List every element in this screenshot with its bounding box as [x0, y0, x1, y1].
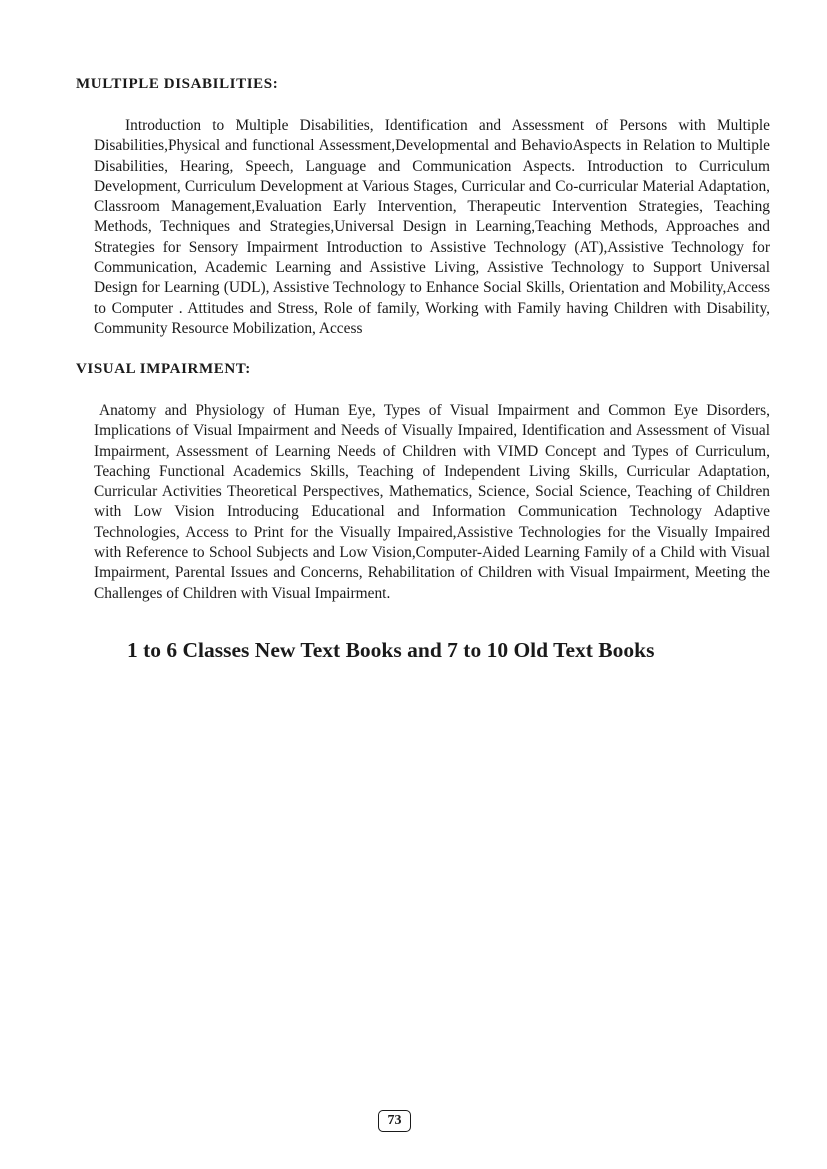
section-heading-multiple-disabilities: MULTIPLE DISABILITIES:	[76, 76, 279, 92]
page-number: 73	[378, 1110, 411, 1132]
books-title: 1 to 6 Classes New Text Books and 7 to 10 Old Text Books	[127, 638, 655, 662]
section-body-visual-impairment: Anatomy and Physiology of Human Eye, Types of Visual Impairment and Common Eye Disorders, Implications of Visual Impairment and Needs of Visually Impaired, Identification and Assessment of Visual Impairment, Assessment of Learning Needs of Children with VIMD Concept and Types of Curriculum, Teaching Functional Academics Skills, Teaching of Independent Living Skills, Curricular Adaptation, Curricular Activities Theoretical Perspectives, Mathematics, Science, Social Science, Teaching of Children with Low Vision Introducing Educational and Information Communication Technology Adaptive Technologies, Access to Print for the Visually Impaired,Assistive Technologies for the Visually Impaired with Reference to School Subjects and Low Vision,Computer-Aided Learning Family of a Child with Visual Impairment, Parental Issues and Concerns, Rehabilitation of Children with Visual Impairment, Meeting the Challenges of Children with Visual Impairment.	[94, 402, 770, 602]
section-body-multiple-disabilities: Introduction to Multiple Disabilities, Identification and Assessment of Persons with Multiple Disabilities,Physical and functional Assessment,Developmental and BehavioAspects in Relation to Multiple Disabilities, Hearing, Speech, Language and Communication Aspects. Introduction to Curriculum Development, Curriculum Development at Various Stages, Curricular and Co-curricular Material Adaptation, Classroom Management,Evaluation Early Intervention, Therapeutic Intervention Strategies, Teaching Methods, Techniques and Strategies,Universal Design in Learning,Teaching Methods, Approaches and Strategies for Sensory Impairment Introduction to Assistive Technology (AT),Assistive Technology for Communication, Academic Learning and Assistive Living, Assistive Technology to Support Universal Design for Learning (UDL), Assistive Technology to Enhance Social Skills, Orientation and Mobility,Access to Computer . Attitudes and Stress, Role of family, Working with Family having Children with Disability, Community Resource Mobilization, Access	[94, 117, 770, 337]
section-heading-visual-impairment: VISUAL IMPAIRMENT:	[76, 361, 251, 377]
